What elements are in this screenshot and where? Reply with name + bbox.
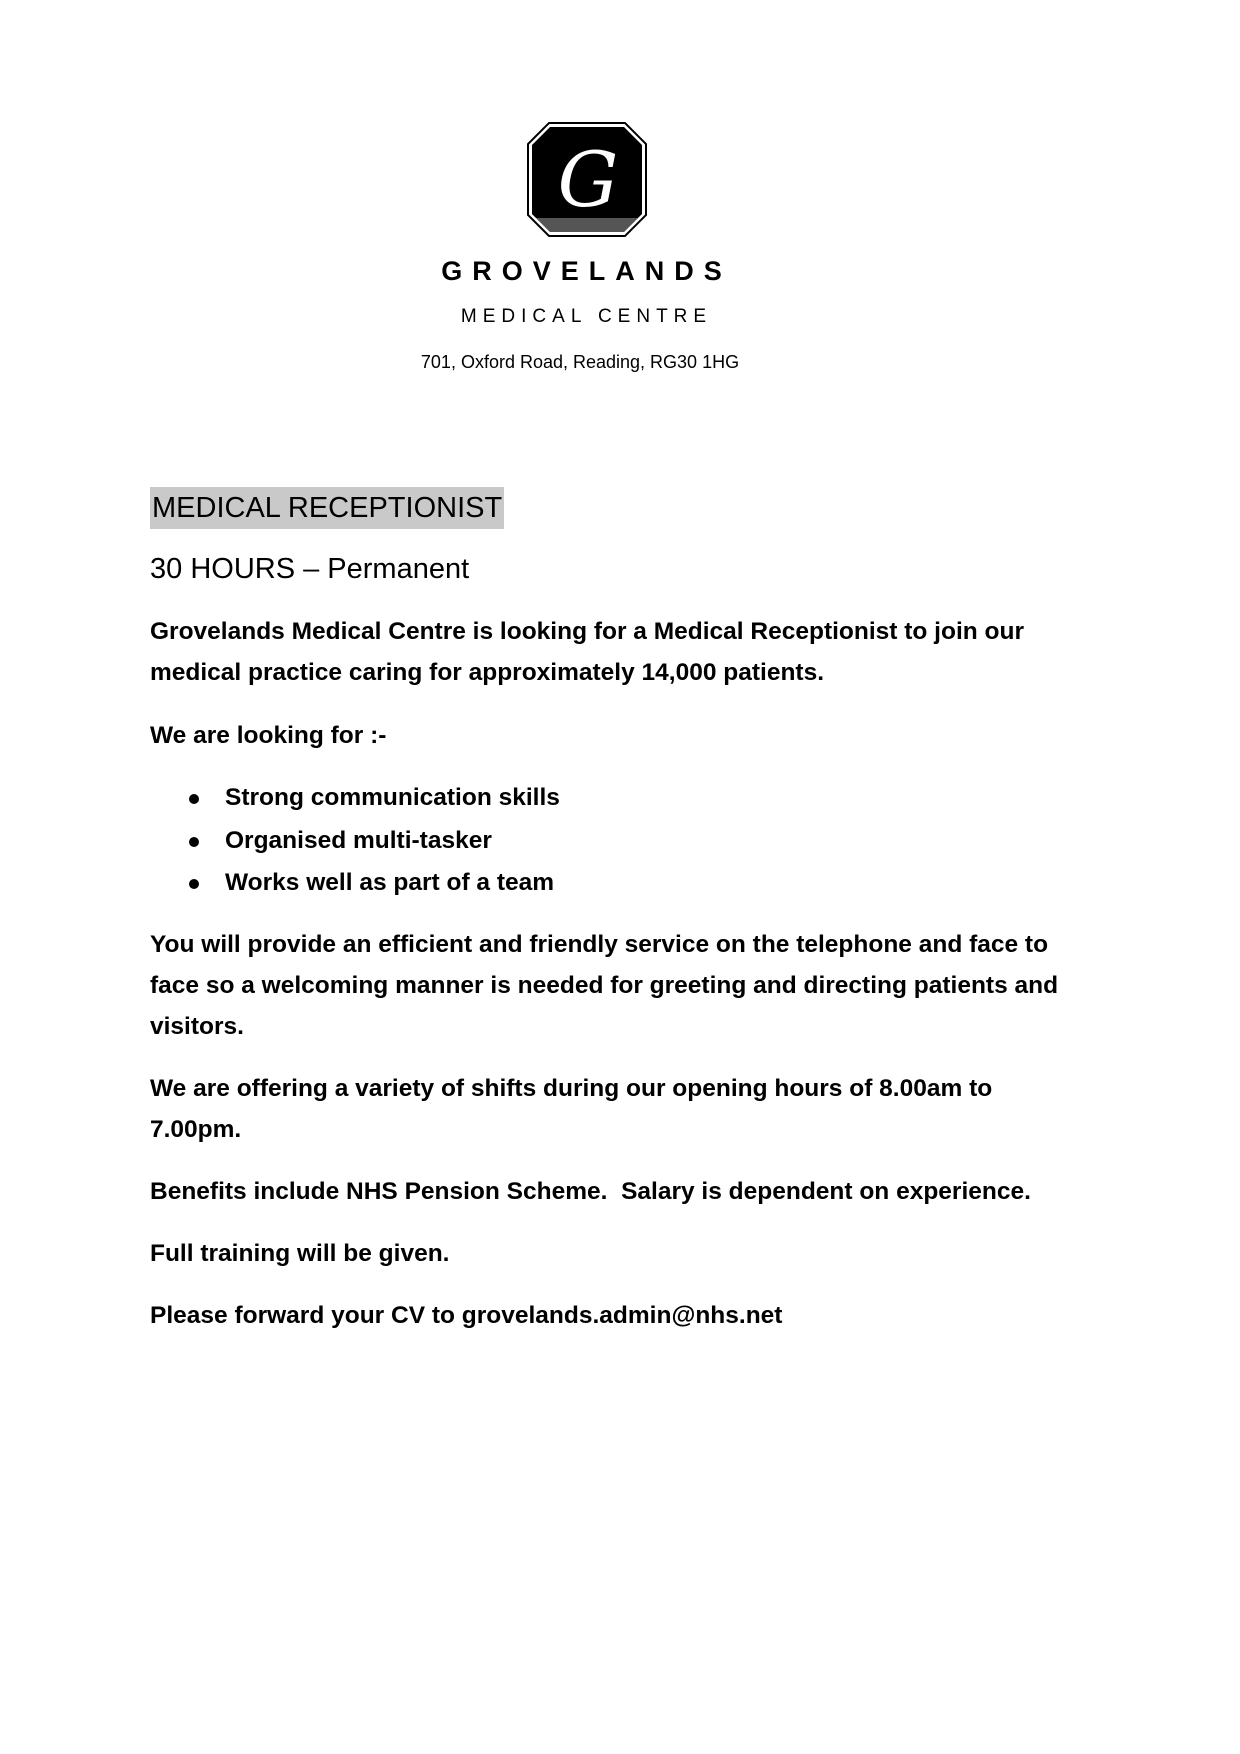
organisation-subtitle: MEDICAL CENTRE	[460, 306, 713, 327]
bullet-icon	[189, 879, 199, 889]
apply-instructions: Please forward your CV to grovelands.admin@nhs.net	[150, 1301, 783, 1329]
requirement-text: Organised multi-tasker	[225, 826, 492, 854]
intro-paragraph: Grovelands Medical Centre is looking for a Medical Receptionist to join our medical practice caring for approximately 14,000 patients.	[150, 618, 1024, 686]
bullet-icon	[189, 837, 199, 847]
looking-for-label: We are looking for :-	[150, 722, 387, 749]
requirement-item	[150, 820, 1090, 863]
training-paragraph: Full training will be given.	[150, 1239, 450, 1267]
requirement-item	[150, 862, 1090, 905]
requirement-text: Strong communication skills	[225, 784, 560, 811]
benefits-paragraph: Benefits include NHS Pension Scheme. Salary is dependent on experience.	[150, 1177, 1031, 1205]
bullet-icon	[189, 794, 199, 804]
shifts-paragraph: We are offering a variety of shifts during our opening hours of 8.00am to 7.00pm.	[150, 1074, 993, 1143]
requirement-item	[150, 777, 1090, 820]
organisation-name: GROVELANDS	[441, 256, 732, 286]
requirement-text: Works well as part of a team	[225, 869, 555, 896]
job-title: MEDICAL RECEPTIONIST	[150, 487, 504, 529]
requirements-list	[150, 777, 1090, 905]
logo-emblem-icon	[527, 122, 647, 237]
grovelands-logo	[527, 122, 647, 237]
organisation-address: 701, Oxford Road, Reading, RG30 1HG	[420, 352, 740, 372]
duties-paragraph: You will provide an efficient and friendly service on the telephone and face to face so a welcoming manner is needed for greeting and directing patients and visitors.	[150, 930, 1059, 1040]
job-hours: 30 HOURS – Permanent	[150, 553, 470, 585]
job-advert-body	[150, 487, 1090, 1336]
logo-letter: G	[557, 135, 619, 224]
